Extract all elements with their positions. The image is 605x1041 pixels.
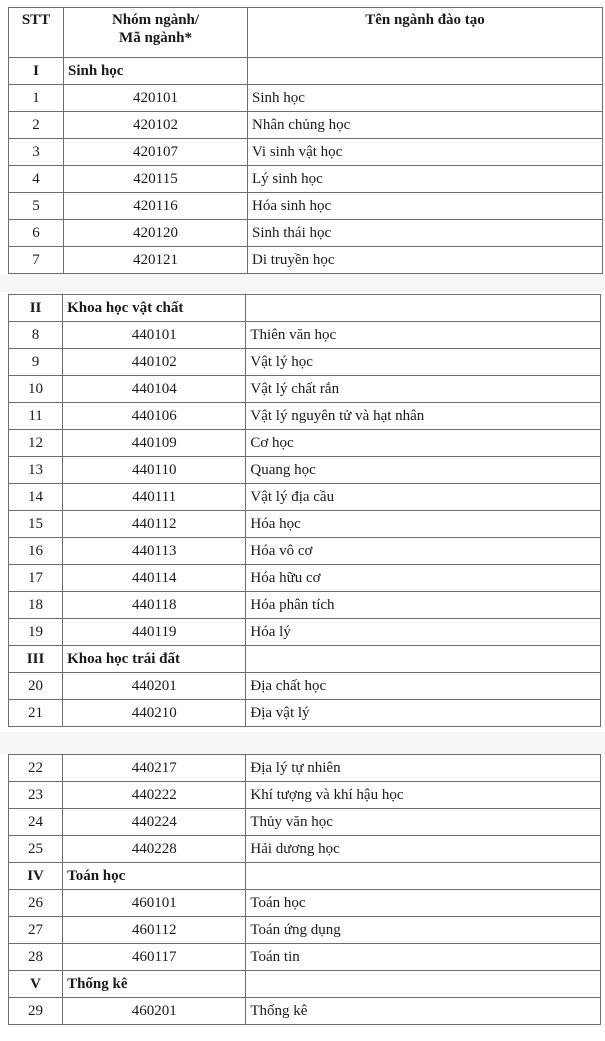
row-name: Hóa hữu cơ bbox=[246, 565, 601, 592]
row-name: Vật lý địa cầu bbox=[246, 484, 601, 511]
group-roman: V bbox=[9, 971, 63, 998]
row-code: 460201 bbox=[63, 998, 246, 1025]
group-name: Khoa học trái đất bbox=[63, 646, 246, 673]
table-row bbox=[9, 890, 601, 917]
row-code: 440228 bbox=[63, 836, 246, 863]
row-name: Vật lý chất rắn bbox=[246, 376, 601, 403]
group-name: Sinh học bbox=[64, 58, 248, 85]
group-empty-cell bbox=[246, 646, 601, 673]
row-name: Lý sinh học bbox=[248, 166, 603, 193]
table-row bbox=[9, 139, 603, 166]
table-body bbox=[9, 295, 601, 727]
row-code: 440106 bbox=[63, 403, 246, 430]
row-code: 440109 bbox=[63, 430, 246, 457]
row-name: Di truyền học bbox=[248, 247, 603, 274]
table-row bbox=[9, 944, 601, 971]
header-code-line2: Mã ngành* bbox=[119, 30, 192, 46]
row-code: 440111 bbox=[63, 484, 246, 511]
header-code bbox=[64, 8, 248, 58]
table-row bbox=[9, 673, 601, 700]
table-header-row bbox=[9, 8, 603, 58]
table-row bbox=[9, 376, 601, 403]
row-stt: 25 bbox=[9, 836, 63, 863]
table-row bbox=[9, 755, 601, 782]
row-name: Toán tin bbox=[246, 944, 601, 971]
majors-table-part-3 bbox=[8, 754, 601, 1025]
table-row bbox=[9, 592, 601, 619]
row-code: 460101 bbox=[63, 890, 246, 917]
row-stt: 18 bbox=[9, 592, 63, 619]
table-row bbox=[9, 457, 601, 484]
row-stt: 19 bbox=[9, 619, 63, 646]
row-code: 440119 bbox=[63, 619, 246, 646]
row-stt: 7 bbox=[9, 247, 64, 274]
row-code: 420107 bbox=[64, 139, 248, 166]
group-row bbox=[9, 863, 601, 890]
row-code: 440102 bbox=[63, 349, 246, 376]
group-name: Khoa học vật chất bbox=[63, 295, 246, 322]
page-break-gap bbox=[0, 732, 605, 754]
row-name: Địa chất học bbox=[246, 673, 601, 700]
row-code: 440210 bbox=[63, 700, 246, 727]
row-name: Toán ứng dụng bbox=[246, 917, 601, 944]
row-code: 440104 bbox=[63, 376, 246, 403]
row-code: 440113 bbox=[63, 538, 246, 565]
row-stt: 16 bbox=[9, 538, 63, 565]
row-code: 440101 bbox=[63, 322, 246, 349]
table-row bbox=[9, 166, 603, 193]
group-row bbox=[9, 646, 601, 673]
table-row bbox=[9, 917, 601, 944]
table-row bbox=[9, 836, 601, 863]
table-body bbox=[9, 755, 601, 1025]
table-row bbox=[9, 403, 601, 430]
row-name: Vật lý nguyên tử và hạt nhân bbox=[246, 403, 601, 430]
row-code: 420115 bbox=[64, 166, 248, 193]
row-code: 440110 bbox=[63, 457, 246, 484]
row-stt: 17 bbox=[9, 565, 63, 592]
group-roman: I bbox=[9, 58, 64, 85]
row-code: 420121 bbox=[64, 247, 248, 274]
table-row bbox=[9, 809, 601, 836]
row-code: 440222 bbox=[63, 782, 246, 809]
row-code: 440114 bbox=[63, 565, 246, 592]
group-roman: II bbox=[9, 295, 63, 322]
row-name: Quang học bbox=[246, 457, 601, 484]
row-name: Hóa học bbox=[246, 511, 601, 538]
table-row bbox=[9, 700, 601, 727]
row-stt: 9 bbox=[9, 349, 63, 376]
group-roman: IV bbox=[9, 863, 63, 890]
group-row bbox=[9, 58, 603, 85]
row-code: 440224 bbox=[63, 809, 246, 836]
row-name: Cơ học bbox=[246, 430, 601, 457]
row-stt: 14 bbox=[9, 484, 63, 511]
row-stt: 5 bbox=[9, 193, 64, 220]
row-stt: 11 bbox=[9, 403, 63, 430]
row-code: 420101 bbox=[64, 85, 248, 112]
row-code: 420120 bbox=[64, 220, 248, 247]
group-row bbox=[9, 971, 601, 998]
row-name: Sinh thái học bbox=[248, 220, 603, 247]
row-name: Hóa lý bbox=[246, 619, 601, 646]
table-row bbox=[9, 112, 603, 139]
table-row bbox=[9, 538, 601, 565]
row-name: Sinh học bbox=[248, 85, 603, 112]
row-code: 440112 bbox=[63, 511, 246, 538]
row-name: Vi sinh vật học bbox=[248, 139, 603, 166]
table-row bbox=[9, 998, 601, 1025]
header-stt: STT bbox=[9, 8, 64, 58]
row-stt: 23 bbox=[9, 782, 63, 809]
row-stt: 12 bbox=[9, 430, 63, 457]
table-row bbox=[9, 220, 603, 247]
table-row bbox=[9, 430, 601, 457]
row-name: Vật lý học bbox=[246, 349, 601, 376]
majors-table-part-2 bbox=[8, 294, 601, 727]
row-stt: 28 bbox=[9, 944, 63, 971]
row-name: Thiên văn học bbox=[246, 322, 601, 349]
page-break-gap bbox=[0, 274, 605, 292]
row-stt: 15 bbox=[9, 511, 63, 538]
group-empty-cell bbox=[246, 295, 601, 322]
row-code: 440201 bbox=[63, 673, 246, 700]
majors-table-part-1 bbox=[8, 7, 603, 274]
row-stt: 13 bbox=[9, 457, 63, 484]
table-row bbox=[9, 484, 601, 511]
row-name: Hóa sinh học bbox=[248, 193, 603, 220]
group-empty-cell bbox=[246, 971, 601, 998]
row-name: Hóa vô cơ bbox=[246, 538, 601, 565]
row-stt: 4 bbox=[9, 166, 64, 193]
group-row bbox=[9, 295, 601, 322]
row-name: Thống kê bbox=[246, 998, 601, 1025]
table-row bbox=[9, 322, 601, 349]
group-name: Thống kê bbox=[63, 971, 246, 998]
group-name: Toán học bbox=[63, 863, 246, 890]
group-empty-cell bbox=[248, 58, 603, 85]
table-row bbox=[9, 619, 601, 646]
row-stt: 26 bbox=[9, 890, 63, 917]
row-code: 420116 bbox=[64, 193, 248, 220]
row-code: 460112 bbox=[63, 917, 246, 944]
row-stt: 27 bbox=[9, 917, 63, 944]
row-name: Toán học bbox=[246, 890, 601, 917]
table-row bbox=[9, 349, 601, 376]
header-code-line1: Nhóm ngành/ bbox=[111, 12, 200, 28]
row-name: Địa vật lý bbox=[246, 700, 601, 727]
header-name: Tên ngành đào tạo bbox=[248, 8, 603, 58]
table-row bbox=[9, 85, 603, 112]
group-roman: III bbox=[9, 646, 63, 673]
group-empty-cell bbox=[246, 863, 601, 890]
row-name: Hải dương học bbox=[246, 836, 601, 863]
row-name: Địa lý tự nhiên bbox=[246, 755, 601, 782]
table-row bbox=[9, 782, 601, 809]
table-row bbox=[9, 565, 601, 592]
row-stt: 24 bbox=[9, 809, 63, 836]
table-body bbox=[9, 58, 603, 274]
row-code: 420102 bbox=[64, 112, 248, 139]
row-name: Thủy văn học bbox=[246, 809, 601, 836]
row-stt: 6 bbox=[9, 220, 64, 247]
row-code: 440217 bbox=[63, 755, 246, 782]
row-stt: 21 bbox=[9, 700, 63, 727]
row-name: Nhân chủng học bbox=[248, 112, 603, 139]
row-name: Hóa phân tích bbox=[246, 592, 601, 619]
row-stt: 10 bbox=[9, 376, 63, 403]
row-stt: 8 bbox=[9, 322, 63, 349]
row-code: 440118 bbox=[63, 592, 246, 619]
table-row bbox=[9, 511, 601, 538]
row-code: 460117 bbox=[63, 944, 246, 971]
row-stt: 3 bbox=[9, 139, 64, 166]
table-row bbox=[9, 193, 603, 220]
row-stt: 20 bbox=[9, 673, 63, 700]
row-stt: 22 bbox=[9, 755, 63, 782]
row-stt: 29 bbox=[9, 998, 63, 1025]
table-row bbox=[9, 247, 603, 274]
row-stt: 1 bbox=[9, 85, 64, 112]
row-name: Khí tượng và khí hậu học bbox=[246, 782, 601, 809]
row-stt: 2 bbox=[9, 112, 64, 139]
